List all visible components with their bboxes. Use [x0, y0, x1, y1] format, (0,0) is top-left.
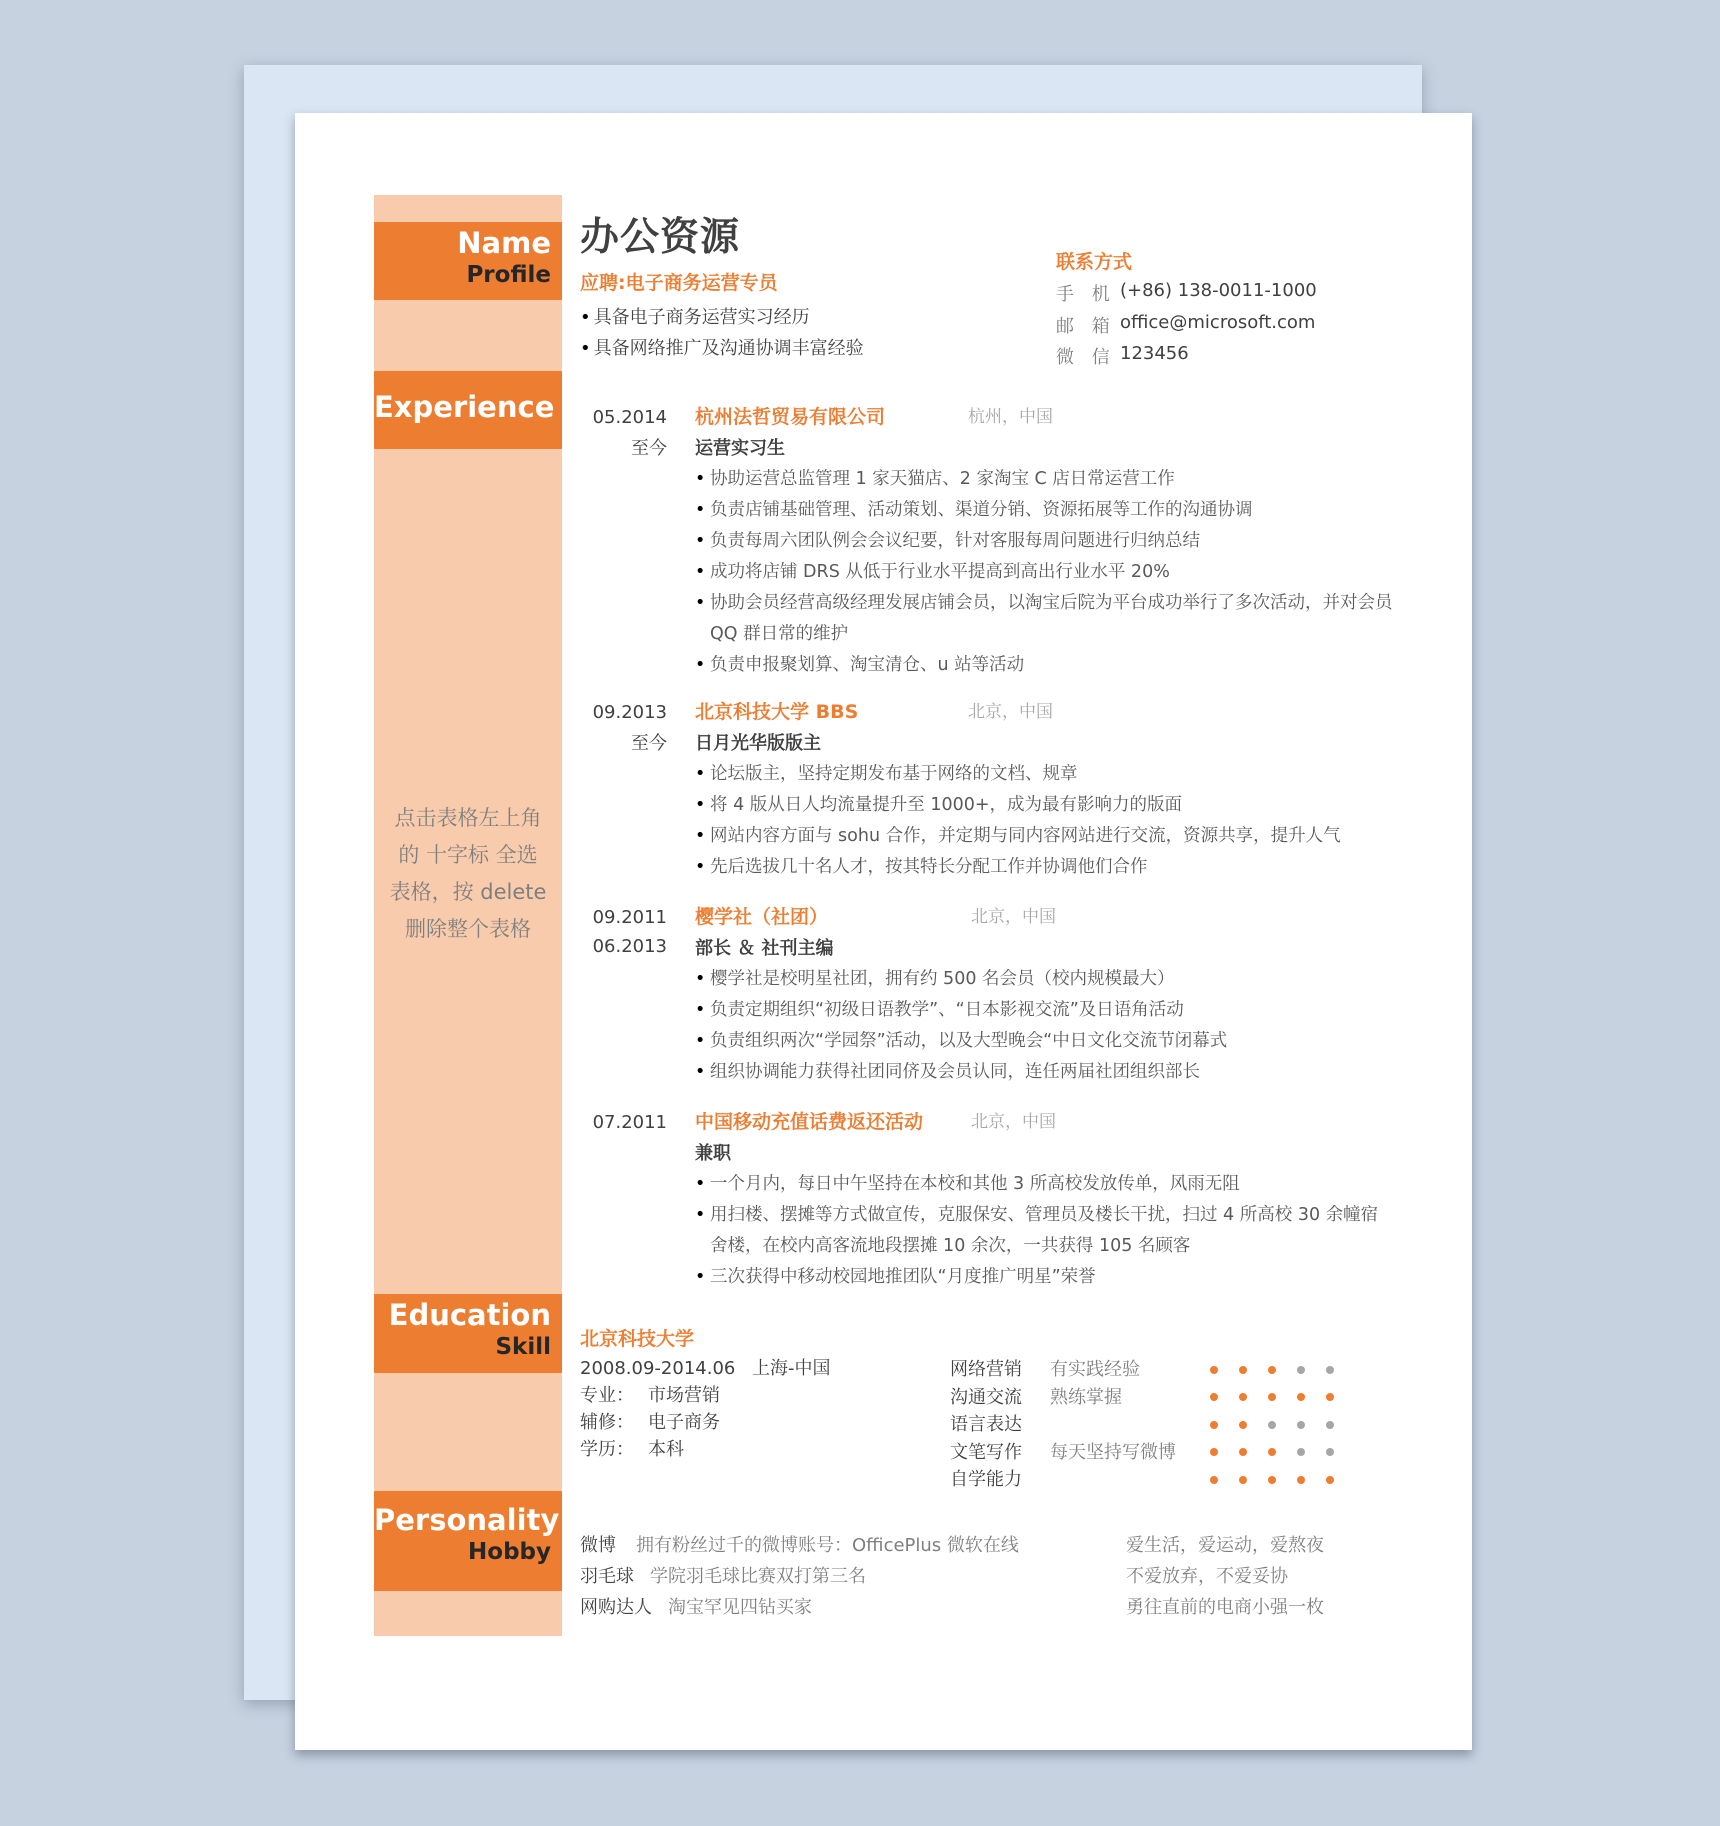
company-location: 北京，中国 [968, 702, 1053, 722]
tag-subtitle: Profile [466, 262, 551, 288]
skill-desc: 每天坚持写微博 [1050, 1441, 1176, 1463]
education-row [580, 1409, 831, 1436]
contact-label: 微 信 [1056, 347, 1116, 368]
rating-dot-filled-icon [1239, 1366, 1247, 1374]
duty-item: • 负责组织两次“学园祭”活动，以及大型晚会“中日文化交流节闭幕式 [695, 1026, 1395, 1057]
company-name: 樱学社（社团） [695, 906, 829, 928]
duty-item: • 将 4 版从日人均流量提升至 1000+，成为最有影响力的版面 [695, 790, 1395, 821]
education-period-row [580, 1355, 831, 1382]
rating-dot-empty-icon [1326, 1366, 1334, 1374]
section-tag-name-profile [374, 222, 562, 300]
skill-rating [1210, 1476, 1355, 1484]
company-name: 中国移动充值话费返还活动 [695, 1111, 924, 1133]
section-tag-education-skill [374, 1294, 562, 1373]
tag-subtitle: Skill [495, 1334, 551, 1360]
education-row [580, 1382, 831, 1409]
personality-line: 勇往直前的电商小强一枚 [1126, 1597, 1324, 1618]
duty-item: • 论坛版主，坚持定期发布基于网络的文档、规章 [695, 759, 1395, 790]
applied-position: 应聘:电子商务运营专员 [580, 272, 778, 294]
duty-list [695, 964, 1395, 1088]
start-date: 09.2013 [592, 702, 667, 723]
rating-dot-filled-icon [1297, 1476, 1305, 1484]
section-tag-personality-hobby [374, 1491, 562, 1591]
note-line: 表格，按 delete [389, 880, 547, 904]
rating-dot-filled-icon [1268, 1448, 1276, 1456]
skill-label: 自学能力 [950, 1469, 1022, 1490]
personality-line: 不爱放弃，不爱妥协 [1126, 1566, 1288, 1587]
hobby-desc: 学院羽毛球比赛双打第三名 [650, 1566, 866, 1587]
duty-item: • 一个月内，每日中午坚持在本校和其他 3 所高校发放传单，风雨无阻 [695, 1169, 1395, 1200]
tag-title: Experience [374, 390, 555, 424]
hobby-label: 羽毛球 [580, 1566, 634, 1587]
rating-dot-empty-icon [1326, 1421, 1334, 1429]
company-location: 北京，中国 [971, 907, 1056, 927]
skill-row [950, 1356, 1355, 1384]
duty-item: • 成功将店铺 DRS 从低于行业水平提高到高出行业水平 20% [695, 557, 1395, 588]
duty-item: • 樱学社是校明星社团，拥有约 500 名会员（校内规模最大） [695, 964, 1395, 995]
tag-title: Personality [374, 1503, 560, 1537]
end-date: 至今 [631, 438, 667, 459]
rating-dot-empty-icon [1297, 1421, 1305, 1429]
start-date: 05.2014 [592, 407, 667, 428]
rating-dot-filled-icon [1326, 1393, 1334, 1401]
note-line: 的 十字标 全选 [398, 843, 538, 867]
school-name: 北京科技大学 [580, 1328, 695, 1350]
contact-label: 邮 箱 [1056, 315, 1116, 337]
duty-item: • 负责每周六团队例会会议纪要，针对客服每周问题进行归纳总结 [695, 526, 1395, 557]
education-key: 学历： [580, 1439, 634, 1460]
candidate-name: 办公资源 [580, 215, 741, 260]
start-date: 09.2011 [592, 907, 667, 928]
hobby-desc: 淘宝罕见四钻买家 [668, 1597, 812, 1618]
rating-dot-filled-icon [1210, 1476, 1218, 1484]
job-role: 兼职 [695, 1143, 731, 1164]
duty-item: • 组织协调能力获得社团同侪及会员认同，连任两届社团组织部长 [695, 1057, 1395, 1088]
skill-desc: 有实践经验 [1050, 1359, 1140, 1380]
job-role: 日月光华版版主 [695, 733, 821, 754]
education-row [580, 1436, 831, 1463]
skill-desc: 熟练掌握 [1050, 1386, 1122, 1408]
section-tag-experience [374, 371, 562, 449]
company-location: 北京，中国 [971, 1112, 1056, 1132]
contact-row-wechat [1056, 343, 1317, 375]
education-value: 本科 [648, 1439, 684, 1460]
education-period: 2008.09-2014.06 [580, 1358, 736, 1379]
summary-item: • 具备网络推广及沟通协调丰富经验 [580, 333, 864, 364]
email-value[interactable]: office@microsoft.com [1120, 311, 1316, 333]
rating-dot-empty-icon [1297, 1366, 1305, 1374]
summary-item: • 具备电子商务运营实习经历 [580, 302, 864, 333]
profile-summary [580, 302, 864, 364]
note-line: 点击表格左上角 [394, 806, 542, 830]
personality-line: 爱生活，爱运动，爱熬夜 [1126, 1535, 1324, 1556]
note-line: 删除整个表格 [405, 917, 531, 941]
duty-item: • 三次获得中移动校园地推团队“月度推广明星”荣誉 [695, 1262, 1395, 1293]
tag-subtitle: Hobby [468, 1539, 551, 1565]
hobby-row [580, 1561, 1019, 1592]
company-name: 北京科技大学 BBS [695, 701, 859, 723]
skill-row [950, 1439, 1355, 1467]
rating-dot-filled-icon [1239, 1393, 1247, 1401]
skill-label: 网络营销 [950, 1359, 1022, 1380]
end-date: 至今 [631, 733, 667, 754]
hobby-block [580, 1530, 1019, 1623]
job-role: 部长 ＆ 社刊主编 [695, 938, 834, 959]
duty-list [695, 759, 1395, 883]
skill-row [950, 1466, 1355, 1494]
skill-rating [1210, 1448, 1355, 1456]
rating-dot-empty-icon [1268, 1421, 1276, 1429]
hobby-row [580, 1530, 1019, 1561]
skill-row [950, 1384, 1355, 1412]
skill-rating [1210, 1366, 1355, 1374]
skill-label: 语言表达 [950, 1414, 1022, 1435]
duty-item: • 负责定期组织“初级日语教学”、“日本影视交流”及日语角活动 [695, 995, 1395, 1026]
rating-dot-empty-icon [1326, 1448, 1334, 1456]
education-block [580, 1324, 831, 1463]
skills-block [950, 1356, 1355, 1494]
rating-dot-empty-icon [1297, 1448, 1305, 1456]
contact-label: 手 机 [1056, 284, 1116, 305]
hobby-desc: 拥有粉丝过千的微博账号：OfficePlus 微软在线 [636, 1535, 1019, 1556]
sidebar-instruction-note [378, 800, 558, 948]
rating-dot-filled-icon [1210, 1421, 1218, 1429]
duty-item: • 先后选拔几十名人才，按其特长分配工作并协调他们合作 [695, 852, 1395, 883]
rating-dot-filled-icon [1268, 1476, 1276, 1484]
contact-title: 联系方式 [1056, 251, 1133, 273]
rating-dot-filled-icon [1239, 1476, 1247, 1484]
rating-dot-filled-icon [1239, 1421, 1247, 1429]
duty-item: • 协助运营总监管理 1 家天猫店、2 家淘宝 C 店日常运营工作 [695, 464, 1395, 495]
hobby-row [580, 1592, 1019, 1623]
duty-item: • 负责店铺基础管理、活动策划、渠道分销、资源拓展等工作的沟通协调 [695, 495, 1395, 526]
personality-block [1126, 1530, 1324, 1623]
skill-rating [1210, 1421, 1355, 1429]
rating-dot-filled-icon [1326, 1476, 1334, 1484]
hobby-label: 网购达人 [580, 1597, 652, 1618]
rating-dot-filled-icon [1297, 1393, 1305, 1401]
rating-dot-filled-icon [1210, 1393, 1218, 1401]
company-location: 杭州，中国 [968, 407, 1053, 427]
duty-item: • 用扫楼、摆摊等方式做宣传，克服保安、管理员及楼长干扰，扫过 4 所高校 30 余幢宿舍楼，在校内高客流地段摆摊 10 余次，一共获得 105 名顾客 [695, 1200, 1395, 1262]
duty-list [695, 464, 1395, 681]
education-value: 市场营销 [648, 1385, 720, 1406]
contact-row-email [1056, 312, 1317, 344]
duty-list [695, 1169, 1395, 1293]
rating-dot-filled-icon [1210, 1366, 1218, 1374]
education-key: 辅修： [580, 1412, 634, 1433]
hobby-label: 微博 [580, 1535, 616, 1556]
education-value: 电子商务 [648, 1412, 720, 1433]
skill-label: 文笔写作 [950, 1441, 1022, 1463]
job-role: 运营实习生 [695, 438, 785, 459]
duty-item: • 负责申报聚划算、淘宝清仓、u 站等活动 [695, 650, 1395, 681]
start-date: 07.2011 [592, 1112, 667, 1133]
rating-dot-filled-icon [1268, 1366, 1276, 1374]
phone-value: (+86) 138-0011-1000 [1120, 280, 1317, 301]
contact-row-phone [1056, 280, 1317, 312]
rating-dot-filled-icon [1268, 1393, 1276, 1401]
company-name: 杭州法哲贸易有限公司 [695, 406, 886, 428]
rating-dot-filled-icon [1239, 1448, 1247, 1456]
education-location: 上海-中国 [752, 1358, 831, 1379]
skill-rating [1210, 1393, 1355, 1401]
skill-row [950, 1411, 1355, 1439]
tag-title: Name [457, 226, 551, 260]
wechat-value: 123456 [1120, 343, 1189, 364]
contact-block [1056, 247, 1317, 375]
duty-item: • 网站内容方面与 sohu 合作，并定期与同内容网站进行交流，资源共享，提升人气 [695, 821, 1395, 852]
duty-item: • 协助会员经营高级经理发展店铺会员，以淘宝后院为平台成功举行了多次活动，并对会员 QQ 群日常的维护 [695, 588, 1395, 650]
education-key: 专业： [580, 1385, 634, 1406]
end-date: 06.2013 [592, 936, 667, 957]
skill-label: 沟通交流 [950, 1386, 1022, 1408]
tag-title: Education [388, 1298, 551, 1332]
rating-dot-filled-icon [1210, 1448, 1218, 1456]
